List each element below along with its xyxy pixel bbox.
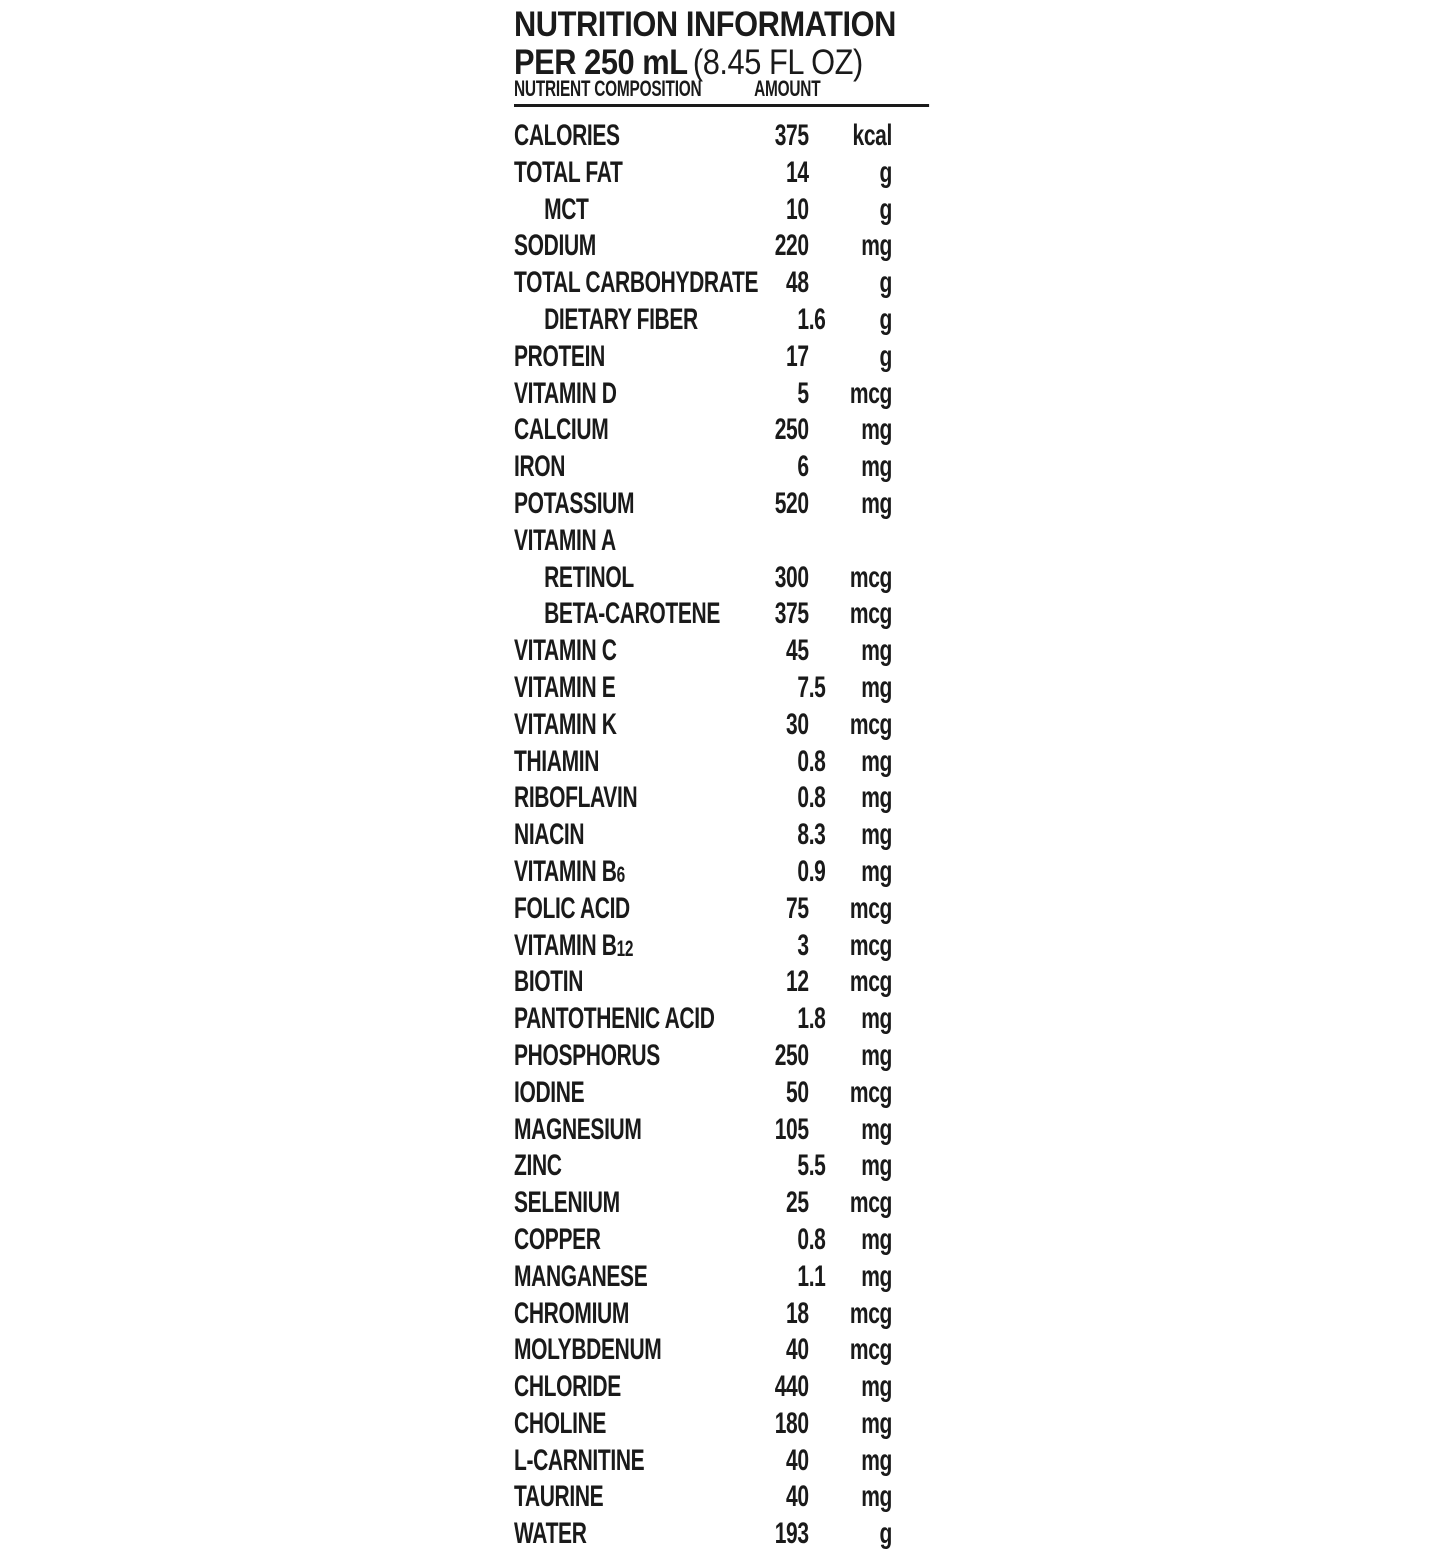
nutrient-unit: mg <box>861 486 892 520</box>
nutrient-amount-dec <box>809 1480 827 1517</box>
nutrient-amount-dec <box>809 929 827 966</box>
nutrient-name: POTASSIUM <box>514 486 635 520</box>
nutrient-amount-int: 0 <box>797 744 809 778</box>
table-row <box>514 303 929 340</box>
nutrient-amount-dec: .8 <box>808 1002 826 1036</box>
nutrient-amount-dec: .3 <box>808 818 826 852</box>
nutrient-amount-dec <box>809 1039 827 1076</box>
nutrient-amount-int: 1 <box>797 1259 809 1293</box>
nutrient-amount-int: 300 <box>774 560 809 594</box>
nutrient-name: CHOLINE <box>514 1406 607 1440</box>
table-row <box>514 671 929 708</box>
nutrient-name: L-CARNITINE <box>514 1443 645 1477</box>
nutrient-amount-dec <box>809 524 827 561</box>
nutrient-name: VITAMIN B12 <box>514 928 634 962</box>
nutrient-unit: mg <box>861 413 892 447</box>
table-row <box>514 1223 929 1260</box>
label-header <box>514 6 919 82</box>
nutrient-rows <box>514 119 929 1554</box>
nutrient-name: TOTAL CARBOHYDRATE <box>514 266 759 300</box>
nutrient-name: PANTOTHENIC ACID <box>514 1002 715 1036</box>
header-rule <box>514 104 929 107</box>
table-row <box>514 708 929 745</box>
nutrient-amount-int: 220 <box>774 229 809 263</box>
nutrient-unit: mcg <box>849 965 892 999</box>
table-row <box>514 1186 929 1223</box>
nutrient-name: CALORIES <box>514 119 620 152</box>
nutrient-name: IRON <box>514 450 566 484</box>
nutrient-name: VITAMIN D <box>514 376 617 410</box>
table-row <box>514 487 929 524</box>
table-row <box>514 745 929 782</box>
nutrient-amount-int: 1 <box>797 1002 809 1036</box>
table-row <box>514 1002 929 1039</box>
nutrient-amount-int: 1 <box>797 302 809 336</box>
nutrient-amount-int <box>756 524 809 561</box>
nutrient-amount-int: 250 <box>774 413 809 447</box>
table-row <box>514 1370 929 1407</box>
nutrient-amount-int: 6 <box>797 450 809 484</box>
nutrient-amount-dec: .1 <box>808 1259 826 1293</box>
nutrient-name: PROTEIN <box>514 339 605 373</box>
nutrient-amount-dec: .9 <box>808 854 826 888</box>
nutrient-amount-dec <box>809 965 827 1002</box>
nutrient-name: CALCIUM <box>514 413 609 447</box>
table-row <box>514 781 929 818</box>
nutrient-unit: mcg <box>849 707 892 741</box>
nutrient-name: NIACIN <box>514 818 585 852</box>
table-row <box>514 340 929 377</box>
nutrient-unit: mg <box>861 781 892 815</box>
nutrient-unit: mg <box>861 1480 892 1514</box>
table-row <box>514 1076 929 1113</box>
nutrient-amount-int: 520 <box>774 486 809 520</box>
nutrient-amount-dec <box>809 1076 827 1113</box>
nutrient-amount-int: 40 <box>786 1480 809 1514</box>
table-row <box>514 818 929 855</box>
nutrient-amount-dec <box>809 377 827 414</box>
nutrient-amount-dec <box>809 1333 827 1370</box>
nutrient-amount-int: 12 <box>786 965 809 999</box>
nutrient-amount-int: 105 <box>774 1112 809 1146</box>
nutrient-amount-int: 375 <box>774 119 809 152</box>
table-row <box>514 929 929 966</box>
nutrient-name: PHOSPHORUS <box>514 1038 660 1072</box>
nutrient-amount-dec: .5 <box>808 670 826 704</box>
nutrient-unit: mg <box>861 450 892 484</box>
page-title: NUTRITION INFORMATION <box>514 5 896 44</box>
nutrient-amount-int: 250 <box>774 1038 809 1072</box>
nutrient-name: RIBOFLAVIN <box>514 781 638 815</box>
nutrient-unit: mg <box>861 1222 892 1256</box>
table-row <box>514 1480 929 1517</box>
table-row <box>514 1260 929 1297</box>
nutrient-unit: mcg <box>849 560 892 594</box>
nutrient-unit: mg <box>861 229 892 263</box>
table-row <box>514 450 929 487</box>
nutrient-unit: g <box>879 192 892 226</box>
nutrient-unit: mg <box>861 854 892 888</box>
nutrient-name: VITAMIN A <box>514 523 616 557</box>
nutrient-name: FOLIC ACID <box>514 891 630 925</box>
nutrient-amount-int: 17 <box>786 339 809 373</box>
nutrient-name: CHROMIUM <box>514 1296 630 1330</box>
table-row <box>514 229 929 266</box>
nutrient-unit: mcg <box>849 1333 892 1367</box>
table-row <box>514 855 929 892</box>
nutrient-name: MANGANESE <box>514 1259 648 1293</box>
nutrient-amount-int: 0 <box>797 1222 809 1256</box>
table-row <box>514 1113 929 1150</box>
nutrient-name: VITAMIN K <box>514 707 617 741</box>
nutrient-amount-dec: .8 <box>808 744 826 778</box>
nutrient-unit: mg <box>861 1038 892 1072</box>
nutrient-amount-int: 0 <box>797 854 809 888</box>
nutrient-unit: g <box>879 1517 892 1551</box>
nutrient-amount-int: 25 <box>786 1186 809 1220</box>
nutrient-name: BIOTIN <box>514 965 584 999</box>
nutrient-name: MCT <box>544 192 589 226</box>
table-row <box>514 1444 929 1481</box>
nutrient-unit: mg <box>861 1002 892 1036</box>
nutrient-name: CHLORIDE <box>514 1370 621 1404</box>
table-row <box>514 1149 929 1186</box>
table-row <box>514 1297 929 1334</box>
nutrient-amount-int: 40 <box>786 1333 809 1367</box>
nutrient-amount-dec <box>809 708 827 745</box>
nutrient-amount-int: 0 <box>797 781 809 815</box>
nutrient-name: RETINOL <box>544 560 634 594</box>
nutrient-amount-int: 75 <box>786 891 809 925</box>
nutrient-amount-int: 48 <box>786 266 809 300</box>
nutrient-amount-dec <box>809 1517 827 1554</box>
nutrient-amount-int: 40 <box>786 1443 809 1477</box>
nutrient-name: BETA-CAROTENE <box>544 597 720 631</box>
nutrient-unit: g <box>879 155 892 189</box>
nutrient-unit: mcg <box>849 928 892 962</box>
nutrient-unit: mg <box>861 1259 892 1293</box>
nutrient-unit: g <box>879 266 892 300</box>
table-row <box>514 561 929 598</box>
nutrient-amount-dec <box>809 1297 827 1334</box>
nutrient-name: VITAMIN B6 <box>514 854 625 888</box>
nutrient-amount-dec <box>809 634 827 671</box>
serving-size-volume: PER 250 mL <box>514 43 688 82</box>
table-row <box>514 377 929 414</box>
table-row <box>514 413 929 450</box>
nutrient-amount-int: 50 <box>786 1075 809 1109</box>
nutrient-name: VITAMIN E <box>514 670 616 704</box>
nutrient-amount-int: 18 <box>786 1296 809 1330</box>
nutrient-amount-int: 45 <box>786 634 809 668</box>
nutrient-amount-dec <box>809 119 827 156</box>
table-row <box>514 1407 929 1444</box>
nutrient-amount-dec <box>809 487 827 524</box>
nutrient-amount-dec <box>809 266 827 303</box>
nutrient-unit: g <box>879 339 892 373</box>
nutrient-name: TOTAL FAT <box>514 155 623 189</box>
nutrient-amount-dec <box>809 597 827 634</box>
table-row <box>514 597 929 634</box>
nutrient-name: DIETARY FIBER <box>544 302 698 336</box>
nutrient-unit: mg <box>861 1149 892 1183</box>
nutrient-unit: kcal <box>852 119 892 152</box>
serving-size-ounces: (8.45 FL OZ) <box>692 43 863 82</box>
nutrient-amount-dec <box>809 413 827 450</box>
nutrient-amount-dec <box>809 1444 827 1481</box>
column-headers <box>514 78 929 100</box>
table-row <box>514 156 929 193</box>
nutrient-amount-int: 14 <box>786 155 809 189</box>
nutrient-amount-dec <box>809 892 827 929</box>
table-row <box>514 634 929 671</box>
nutrient-amount-dec <box>809 1407 827 1444</box>
nutrient-unit: mg <box>861 818 892 852</box>
nutrient-amount-dec <box>809 1186 827 1223</box>
nutrient-name: IODINE <box>514 1075 585 1109</box>
nutrient-name: MOLYBDENUM <box>514 1333 662 1367</box>
nutrient-unit: mg <box>861 1406 892 1440</box>
nutrient-unit: mg <box>861 744 892 778</box>
table-row <box>514 1333 929 1370</box>
nutrient-name: VITAMIN C <box>514 634 617 668</box>
nutrient-unit: mcg <box>849 597 892 631</box>
nutrient-unit: mcg <box>849 1296 892 1330</box>
nutrient-name: TAURINE <box>514 1480 604 1514</box>
nutrient-name: SODIUM <box>514 229 596 263</box>
nutrient-amount-dec <box>809 340 827 377</box>
table-row <box>514 965 929 1002</box>
nutrient-amount-dec <box>809 1113 827 1150</box>
nutrient-amount-int: 5 <box>797 1149 809 1183</box>
table-row <box>514 193 929 230</box>
nutrient-amount-int: 3 <box>797 928 809 962</box>
nutrient-unit: mg <box>861 1370 892 1404</box>
column-header-nutrient: NUTRIENT COMPOSITION <box>514 76 702 101</box>
nutrient-name: THIAMIN <box>514 744 600 778</box>
nutrient-amount-int: 7 <box>797 670 809 704</box>
nutrient-amount-dec <box>809 1370 827 1407</box>
table-row <box>514 892 929 929</box>
nutrient-amount-int: 10 <box>786 192 809 226</box>
nutrient-unit: mcg <box>849 1186 892 1220</box>
nutrient-amount-dec <box>809 193 827 230</box>
nutrient-amount-int: 5 <box>797 376 809 410</box>
nutrient-amount-int: 193 <box>774 1517 809 1551</box>
table-row <box>514 1039 929 1076</box>
nutrient-amount-dec <box>809 561 827 598</box>
nutrient-name: ZINC <box>514 1149 562 1183</box>
nutrient-unit: mcg <box>849 891 892 925</box>
nutrient-unit: mg <box>861 670 892 704</box>
nutrient-name-subscript: 6 <box>616 861 625 887</box>
nutrient-amount-int: 30 <box>786 707 809 741</box>
nutrient-amount-int: 440 <box>774 1370 809 1404</box>
nutrient-unit: mg <box>861 1112 892 1146</box>
table-row <box>514 266 929 303</box>
nutrient-amount-dec: .6 <box>808 302 826 336</box>
nutrient-name: SELENIUM <box>514 1186 620 1220</box>
nutrient-amount-int: 8 <box>797 818 809 852</box>
nutrient-name: COPPER <box>514 1222 601 1256</box>
nutrient-unit: g <box>879 302 892 336</box>
nutrient-amount-dec <box>809 229 827 266</box>
table-row <box>514 119 929 156</box>
nutrient-amount-int: 180 <box>774 1406 809 1440</box>
nutrient-unit <box>827 524 892 561</box>
column-header-amount: AMOUNT <box>754 76 821 101</box>
nutrient-amount-dec: .5 <box>808 1149 826 1183</box>
nutrient-name-subscript: 12 <box>616 935 634 961</box>
nutrient-unit: mcg <box>849 376 892 410</box>
table-row <box>514 524 929 561</box>
table-row <box>514 1517 929 1554</box>
nutrient-name: WATER <box>514 1517 587 1551</box>
nutrient-unit: mg <box>861 634 892 668</box>
nutrient-amount-dec: .8 <box>808 1222 826 1256</box>
nutrient-name: MAGNESIUM <box>514 1112 642 1146</box>
nutrient-amount-dec: .8 <box>808 781 826 815</box>
nutrient-amount-dec <box>809 156 827 193</box>
nutrient-unit: mg <box>861 1443 892 1477</box>
nutrient-amount-int: 375 <box>774 597 809 631</box>
nutrition-table <box>514 78 929 1554</box>
nutrient-unit: mcg <box>849 1075 892 1109</box>
nutrient-amount-dec <box>809 450 827 487</box>
